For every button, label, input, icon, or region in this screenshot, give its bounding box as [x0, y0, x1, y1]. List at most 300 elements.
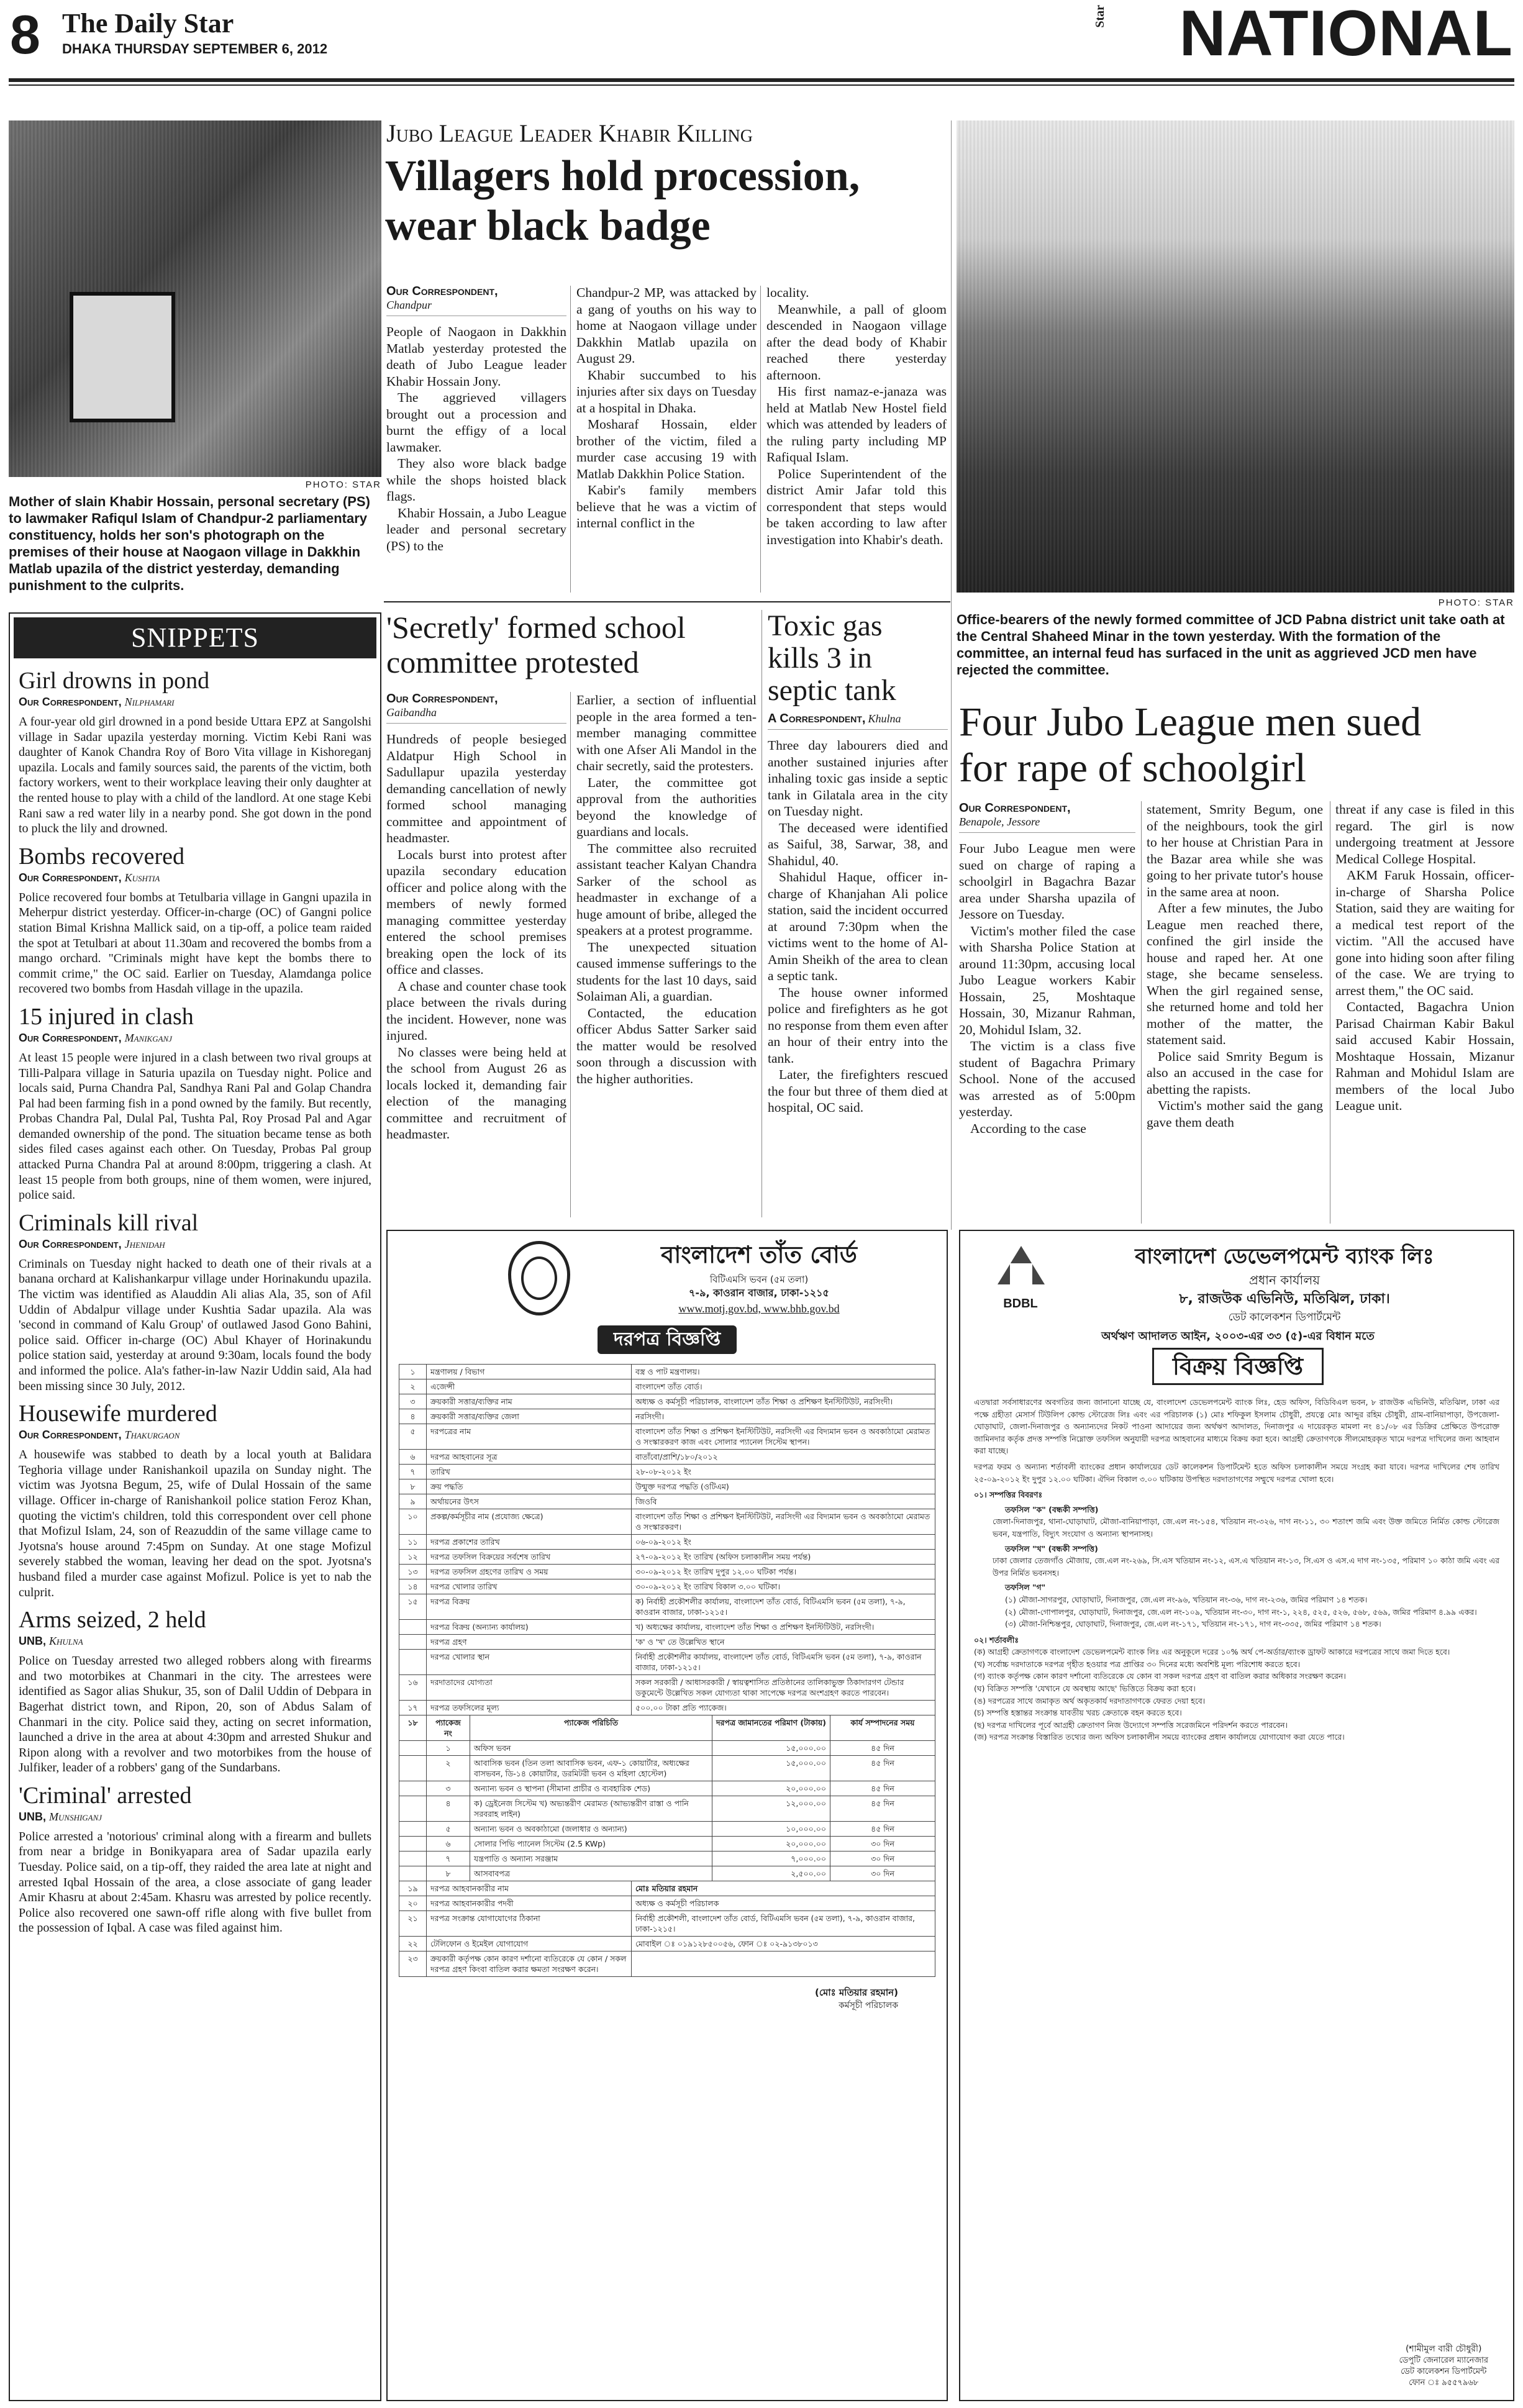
- tender-row-label: প্রকল্প/কর্মসূচীর নাম (প্রযোজ্য ক্ষেত্রে): [427, 1509, 632, 1535]
- snippet-headline: Arms seized, 2 held: [19, 1607, 206, 1633]
- package-number: ২: [427, 1756, 470, 1781]
- ad-bdbl-sign-name: (শামীমুল বারী চৌধুরী): [1405, 2344, 1482, 2354]
- tender-row-number: ৯: [399, 1494, 427, 1509]
- tant-board-logo-icon: [508, 1241, 570, 1315]
- jubo-headline: [959, 699, 1514, 791]
- snippet-body: Police recovered four bombs at Tetulbaria village in Gangni upazila in Meherpur district yesterday. Officer-in-charge (OC) of Gangni police station Bimal Krishna Mallick said, on a tip-off, a police team raided the spot at Tetulbari at about 11.30am and recovered the bombs from a mango orchard. "Criminals might have kept the bombs there to commit crime," the OC said. Earlier on Tuesday, Alamdanga police recovered two bombs from Hasdah village in the upazila.: [19, 890, 371, 996]
- jubo-col-3: [1335, 801, 1514, 1114]
- paragraph: The deceased were identified as Saiful, 38, Sarwar, 38, and Shahidul, 40.: [768, 820, 948, 868]
- tender-row-value: ০৬-০৯-২০১২ ইং: [632, 1535, 935, 1550]
- school-headline-line1: 'Secretly' formed school: [386, 610, 686, 645]
- package-row-spacer: [399, 1837, 427, 1851]
- tender-row: [399, 1937, 935, 1951]
- tender-row-number: ১৩: [399, 1565, 427, 1579]
- package-description: ক) ড্রেইনেজ সিস্টেম খ) অভ্যন্তরীণ মেরামত (আভ্যন্তরীণ রাস্তা ও পানি সরবরাহ লাইন): [470, 1796, 712, 1822]
- snippet-body: At least 15 people were injured in a clash between two rival groups at Tilli-Palpara village in Saturia upazila on Tuesday night. Police and locals said, Purna Chandra Pal, Sandhya Rani Pal and Golap Chandra Pal had been farming fish in a pond owned by the family. But recently, Probas Chandra Pal, Dulal Pal, Tushta Pal, Roy Prosad Pal and Agar demanded ownership of the pond. The situation became tense as both sides filed cases against each other. On Tuesday, Probas Pal group attacked Purna Chandra Pal at around 8:00pm, triggering a clash. At least 15 people from both groups, nine of them women, were injured, police said.: [19, 1050, 371, 1202]
- tender-row-value: [632, 1951, 935, 1977]
- paragraph: No classes were being held at the school from August 26 as locals locked it, demanding fair election of the managing committee and recruitment of headmaster.: [386, 1044, 566, 1142]
- paragraph: Khabir Hossain, a Jubo League leader and personal secretary (PS) to the: [386, 505, 566, 553]
- tender-row-value: ৩০-০৯-২০১২ ইং তারিখ দুপুর ১২.০০ ঘটিকা পর্যন্ত।: [632, 1565, 935, 1579]
- tender-row-number: [399, 1620, 427, 1635]
- package-row: [399, 1741, 935, 1756]
- tender-row-number: ৪: [399, 1409, 427, 1424]
- tender-row: [399, 1650, 935, 1675]
- tender-row-number: ৮: [399, 1479, 427, 1494]
- masthead-rule: [9, 78, 1514, 82]
- paragraph: They also wore black badge while the shops hoisted black flags.: [386, 456, 566, 504]
- lead-col-3: [766, 284, 947, 548]
- ad-bdbl-org: বাংলাদেশ ডেভেলপমেন্ট ব্যাংক লিঃ: [1135, 1244, 1434, 1269]
- paragraph: locality.: [766, 285, 809, 300]
- ad-bdbl-sched-kha-title: তফসিল "খ" (বন্ধকী সম্পত্তি): [1005, 1543, 1098, 1553]
- tender-row-value: জিওবি: [632, 1494, 935, 1509]
- ad-bdbl-header: [974, 1240, 1499, 1391]
- tender-row-label: দরপত্র আহবানের সূত্র: [427, 1450, 632, 1465]
- tender-row: [399, 1394, 935, 1409]
- tender-row-value: ২৮-০৮-২০১২ ইং: [632, 1465, 935, 1479]
- tender-row-number: ১০: [399, 1509, 427, 1535]
- lead-headline-line1: Villagers hold procession,: [385, 152, 860, 200]
- lead-kicker: Jubo League Leader Khabir Killing: [386, 119, 753, 147]
- snippets-title-bar: [14, 617, 376, 658]
- toxic-headline-line3: septic tank: [768, 674, 896, 707]
- schedule-item: (৩) মৌজা-নিশ্চিন্তপুর, ঘোড়াঘাট, দিনাজপুর, জে.এল নং-১৭১, খতিয়ান নং-১৭১, দাগ নং-৩৩৫, জমির পরিমাণ ১৪ শতক।: [1005, 1619, 1381, 1629]
- ad-bdbl-signature: [1399, 2343, 1488, 2389]
- ad-bdbl-section1: ০১। সম্পত্তির বিবরণঃ: [974, 1490, 1043, 1500]
- lead-col1-text: [386, 324, 566, 554]
- tender-row: [399, 1509, 935, 1535]
- tender-row-number: ৫: [399, 1424, 427, 1450]
- tender-row-number: ২: [399, 1379, 427, 1394]
- package-number: ৭: [427, 1851, 470, 1866]
- column-rule: [951, 120, 952, 1230]
- school-place: Gaibandha: [386, 706, 566, 724]
- package-description: যন্ত্রপাতি ও অন্যান্য সরঞ্জাম: [470, 1851, 712, 1866]
- tender-row: [399, 1365, 935, 1379]
- toxic-byline: A Correspondent, Khulna: [768, 712, 948, 730]
- tender-row: [399, 1450, 935, 1465]
- package-number: ৩: [427, 1781, 470, 1796]
- lead-col-2: [576, 284, 757, 532]
- tender-row-number: ১৫: [399, 1594, 427, 1620]
- package-header-cell: প্যাকেজ নং: [427, 1715, 470, 1741]
- tender-row-label: দরদাতাদের যোগ্যতা: [427, 1675, 632, 1701]
- package-row: [399, 1781, 935, 1796]
- jubo-col-2: [1147, 801, 1323, 1130]
- toxic-col: [768, 712, 948, 1116]
- tender-row-value: বাংলাদেশ তাঁত শিক্ষা ও প্রশিক্ষণ ইনস্টিটিউট, নরসিংদী এর বিদ্যমান ভবন ও অবকাঠামো মেরামত ও সংস্কারকরণ কাজ এবং সোলার প্যানেল সিস্টেম স্থাপন।: [632, 1424, 935, 1450]
- tender-row: [399, 1535, 935, 1550]
- package-number: ৬: [427, 1837, 470, 1851]
- term-item: (গ) ব্যাংক কর্তৃপক্ষ কোন কারণ দর্শানো ব্যতিরেকে যে কোন বা সকল দরপত্র গ্রহণ বা বাতিল করার অধিকার সংরক্ষণ করেন।: [974, 1671, 1346, 1681]
- package-security-amount: ১৫,০০০.০০: [712, 1756, 830, 1781]
- package-row-spacer: [399, 1781, 427, 1796]
- paragraph: Khabir succumbed to his injuries after six days on Tuesday at a hospital in Dhaka.: [576, 367, 757, 416]
- snippet-byline: Our Correspondent, Nilphamari: [19, 696, 175, 708]
- ad-tant-header: [399, 1240, 935, 1340]
- ad-bdbl-sched-ga-title: তফসিল "গ": [1005, 1583, 1046, 1592]
- term-item: (ঘ) বিক্রিত সম্পত্তি 'যেখানে যে অবস্থায় আছে' ভিত্তিতে বিক্রয় করা হবে।: [974, 1684, 1196, 1694]
- tender-row-value: সকল সরকারী / আধাসরকারী / স্বায়ত্বশাসিত প্রতিষ্ঠানের তালিকাভুক্ত ঠিকাদারগণ টেন্ডার ডকুমেন্টে উল্লেখিত সকল যোগ্যতা থাকা সাপেক্ষে দরপত্র অংশগ্রহণ করতে পারবেন।: [632, 1675, 935, 1701]
- jubo-byline: Our Correspondent,: [959, 801, 1071, 815]
- tender-row-label: দরপত্র তফসিলের মূল্য: [427, 1701, 632, 1715]
- ad-tant-bottom-table: [399, 1881, 935, 1977]
- tender-row-label: ক্রয়কারী কর্তৃপক্ষ কোন কারণ দর্শানো ব্যতিরেকে যে কোন / সকল দরপত্র গ্রহণ কিংবা বাতিল করার ক্ষমতা সংরক্ষণ করেন।: [427, 1951, 632, 1977]
- package-completion-time: ৩০ দিন: [830, 1851, 935, 1866]
- term-item: (ক) আগ্রহী ক্রেতাগণকে বাংলাদেশ ডেভেলপমেন্ট ব্যাংক লিঃ এর অনুকূলে দরের ১০% অর্থ পে-অর্ডার/ব্যাংক ড্রাফট আকারে দরপত্রের সাথে জমা দিতে হবে।: [974, 1647, 1450, 1657]
- paragraph: A chase and counter chase took place between the rivals during the incident. However, none was injured.: [386, 978, 566, 1043]
- package-row-spacer: [399, 1796, 427, 1822]
- paragraph: Meanwhile, a pall of gloom descended in Naogaon village after the dead body of Khabir reached there yesterday afternoon.: [766, 301, 947, 383]
- toxic-headline-line2: kills 3 in: [768, 642, 873, 675]
- tender-row-value: ২৭-০৯-২০১২ ইং তারিখ (অফিস চলাকালীন সময় পর্যন্ত): [632, 1550, 935, 1565]
- package-number: ৫: [427, 1822, 470, 1837]
- ad-bdbl-dept: ডেট কালেকশন ডিপার্টমেন্ট: [1228, 1311, 1341, 1324]
- package-security-amount: ১০,০০০.০০: [712, 1822, 830, 1837]
- tender-row-label: ক্রয় পদ্ধতি: [427, 1479, 632, 1494]
- tender-row-label: অর্থায়নের উৎস: [427, 1494, 632, 1509]
- toxic-headline: [768, 610, 948, 707]
- tender-row-label: মন্ত্রণালয় / বিভাগ: [427, 1365, 632, 1379]
- column-rule: [570, 692, 571, 1217]
- tender-row-number: ২১: [399, 1911, 427, 1937]
- school-headline-line2: committee protested: [386, 645, 639, 679]
- jubo-place: Benapole, Jessore: [959, 815, 1135, 833]
- snippet-headline: Housewife murdered: [19, 1401, 217, 1427]
- schedule-item: (২) মৌজা-গোপালপুর, ঘোড়াঘাট, দিনাজপুর, জে.এল নং-১০৯, খতিয়ান নং-৩০, দাগ নং-১, ২২৪, ৫২৫, ৫২৬, ৫৬৮, ৫৬৯, জমির পরিমাণ ৪.৯৯ একর।: [1005, 1607, 1477, 1617]
- tender-row-number: ১২: [399, 1550, 427, 1565]
- tender-row-number: ১১: [399, 1535, 427, 1550]
- tender-row: [399, 1409, 935, 1424]
- portrait-frame: [70, 292, 175, 422]
- ad-bdbl-terms: [974, 1646, 1499, 1743]
- jubo-col-1: [959, 801, 1135, 1137]
- tender-row-value: 'ক' ও 'খ' তে উল্লেখিত স্থানে: [632, 1635, 935, 1650]
- tender-row: [399, 1635, 935, 1650]
- paragraph: statement, Smrity Begum, one of the neighbours, took the girl to her house at Christian Para in the Bazar area while she was going to her private tutor's house in the same area at noon.: [1147, 802, 1323, 899]
- tender-row: [399, 1675, 935, 1701]
- tender-row: [399, 1951, 935, 1977]
- package-description: অফিস ভবন: [470, 1741, 712, 1756]
- school-col-1: [386, 692, 566, 1143]
- tender-row-value: অধ্যক্ষ ও কর্মসূচী পরিচালক: [632, 1896, 935, 1911]
- package-row: [399, 1866, 935, 1881]
- snippet-item: [19, 1782, 371, 1936]
- package-header-row: [399, 1715, 935, 1741]
- paragraph: Chandpur-2 MP, was attacked by a gang of youths on his way to home at Naogaon village under Dakkhin Matlab upazila on August 29.: [576, 285, 757, 366]
- snippet-item: [19, 1003, 371, 1203]
- tender-row-value: অধ্যক্ষ ও কর্মসূচী পরিচালক, বাংলাদেশ তাঁত শিক্ষা ও প্রশিক্ষণ ইনস্টিটিউট, নরসিংদী।: [632, 1394, 935, 1409]
- section-logo: Star: [1093, 5, 1107, 28]
- tender-row-label: ক্রয়কারী সত্তার/ব্যক্তির জেলা: [427, 1409, 632, 1424]
- tender-row-value: মোবাইল ঃ ০১৯১২৮৫০০৫৬, ফোন ঃ ০২-৯১৩৮০১৩: [632, 1937, 935, 1951]
- ad-bdbl-sign-title1: ডেপুটি জেনারেল ম্যানেজার: [1399, 2356, 1488, 2365]
- lead-headline-line2: wear black badge: [385, 202, 711, 250]
- package-row: [399, 1851, 935, 1866]
- package-row-spacer: [399, 1756, 427, 1781]
- package-description: আবাসিক ভবন (তিন তলা আবাসিক ভবন, এফ-১ কোয়ার্টার, অধ্যক্ষের বাসভবন, ডি-১৪ কোয়ার্টার, ডরমিটরী ভবন ও মহিলা হোস্টেল): [470, 1756, 712, 1781]
- tender-row-number: ৭: [399, 1465, 427, 1479]
- package-row-spacer: [399, 1822, 427, 1837]
- ad-bdbl-section2: ০২। শর্তাবলীঃ: [974, 1635, 1019, 1645]
- dateline: DHAKA THURSDAY SEPTEMBER 6, 2012: [62, 41, 328, 57]
- package-security-amount: ১২,০০০.০০: [712, 1796, 830, 1822]
- tender-row-label: দরপত্র তফসিল বিক্রয়ের সর্বশেষ তারিখ: [427, 1550, 632, 1565]
- ad-tant-board-tender: [386, 1230, 948, 2401]
- paragraph: His first namaz-e-janaza was held at Matlab New Hostel field which was attended by leaders of the ruling party including MP Rafiqual Islam.: [766, 384, 947, 465]
- paragraph: Kabir's family members believe that he was a victim of internal conflict in the: [576, 483, 757, 530]
- jubo-headline-line1: Four Jubo League men sued: [959, 699, 1422, 745]
- snippet-byline: UNB, Khulna: [19, 1635, 83, 1648]
- snippets-list: [10, 662, 380, 1936]
- tender-row-label: দরপত্র আহবানকারীর নাম: [427, 1881, 632, 1896]
- package-completion-time: ৩০ দিন: [830, 1837, 935, 1851]
- tender-row-value: বাতাঁবো/প্রাশি/১৮০/২০১২: [632, 1450, 935, 1465]
- snippet-item: [19, 1209, 371, 1394]
- paragraph: Earlier, a section of influential people in the area formed a ten-member managing committee with one Afser Ali Mandol in the chair secretly, said the protesters.: [576, 693, 757, 773]
- snippet-headline: 'Criminal' arrested: [19, 1782, 192, 1809]
- snippet-body: Criminals on Tuesday night hacked to death one of their rivals at a banana orchard at Kalishankarpur village under Horinakundu upazila. The victim was identified as Alauddin Ali alias Ala, 35, son of Afil Uddin of Abdalpur village under Kushtia Sadar upazila. Ala was 'second in command of Kalu Group' of outlawed Jasod Gono Bahini, police said. Officer in-charge (OC) Abul Khayer of Horinakundu police station said, yesterday at around 9:30am, locals found the body and informed the police. Ala's father-in-law Nazir Uddin said, Ala had been missing since 30 July, 2012.: [19, 1256, 371, 1393]
- tender-row: [399, 1881, 935, 1896]
- paragraph: The committee also recruited assistant teacher Kalyan Chandra Sarker of the school as headmaster in exchange of a huge amount of bribe, alleged the speakers at a protest programme.: [576, 840, 757, 938]
- snippet-body: A four-year old girl drowned in a pond beside Uttara EPZ at Sangolshi village in Sadar upazila yesterday morning. Victim Kebi Rani was daughter of Kanok Chandra Roy of Boro Vita village in Kishoreganj upazila. Locals and family sources said, the parents of the victim, both factory workers, went to their workplace leaving their only daughter at the rented house to play with a child of the landlord. At one stage Kebi Rani saw a red water lily in a nearby pond. She got down in the pond to pluck the lily and drowned.: [19, 715, 371, 836]
- schedule-item: (১) মৌজা-সাগরপুর, ঘোড়াঘাট, দিনাজপুর, জে.এল নং-৯৬, খতিয়ান নং-৩৬, দাগ নং-২৩৬, জমির পরিমাণ ১৪ শতক।: [1005, 1594, 1368, 1604]
- package-row: [399, 1796, 935, 1822]
- package-completion-time: ৪৫ দিন: [830, 1756, 935, 1781]
- paragraph: Three day labourers died and another sustained injuries after inhaling toxic gas inside a septic tank in Gilatala area in the city on Tuesday night.: [768, 738, 948, 819]
- package-row: [399, 1837, 935, 1851]
- photo-mother-holding-portrait: [9, 120, 381, 477]
- snippet-byline: Our Correspondent, Manikganj: [19, 1031, 172, 1044]
- jubo-col1-text: [959, 840, 1135, 1137]
- tender-row-label: এজেন্সী: [427, 1379, 632, 1394]
- tender-row-label: টেলিফোন ও ইমেইল যোগাযোগ: [427, 1937, 632, 1951]
- snippet-item: [19, 1606, 371, 1776]
- paragraph: Police Superintendent of the district Amir Jafar told this correspondent that steps would be taken according to law after investigation into Khabir's death.: [766, 466, 947, 547]
- tender-row: [399, 1620, 935, 1635]
- paragraph: Four Jubo League men were sued on charge of raping a schoolgirl in Bagachra Bazar area under Sharsha upazila of Jessore on Tuesday.: [959, 841, 1135, 922]
- package-completion-time: ৩০ দিন: [830, 1866, 935, 1881]
- snippet-byline: Our Correspondent, Thakurgaon: [19, 1429, 180, 1442]
- masthead: [0, 0, 1523, 112]
- tender-row-value: নির্বাহী প্রকৌশলী, বাংলাদেশ তাঁত বোর্ড, বিটিএমসি ভবন (৫ম তলা), ৭-৯, কাওরান বাজার, ঢাকা-১২১৫।: [632, 1911, 935, 1937]
- tender-row-value: ৫০০.০০ টাকা প্রতি প্যাকেজ।: [632, 1701, 935, 1715]
- paragraph: Locals burst into protest after upazila secondary education officer and police along with the members of newly formed managing committee yesterday entered the school premises breaking open the lock of its office and classes.: [386, 847, 566, 977]
- tender-row-value: উন্মুক্ত দরপত্র পদ্ধতি (ওটিএম): [632, 1479, 935, 1494]
- ad-bdbl-sched-ka-title: তফসিল "ক" (বন্ধকী সম্পত্তি): [1005, 1504, 1099, 1514]
- tender-row: [399, 1550, 935, 1565]
- ad-tant-sign-title: কর্মসূচী পরিচালক: [839, 2001, 898, 2010]
- term-item: (চ) সম্পত্তি হস্তান্তর সংক্রান্ত যাবতীয় খরচ ক্রেতাকে বহন করতে হবে।: [974, 1708, 1182, 1718]
- ad-bdbl-sign-title2: ডেট কালেকশন ডিপার্টমেন্ট: [1401, 2367, 1487, 2376]
- tender-row-number: [399, 1650, 427, 1675]
- section-rule: [384, 601, 950, 602]
- school-headline: [386, 610, 763, 679]
- jubo-headline-line2: for rape of schoolgirl: [959, 745, 1306, 791]
- ad-bdbl-sched-kha: ঢাকা জেলার তেজগাঁও মৌজায়, জে.এল নং-২৬৯, সি.এস খতিয়ান নং-১২, এস.এ খতিয়ান নং-১৩, সি.এস ও এস.এ দাগ নং-১৩৫, পরিমাণ ১০ কাঠা জমি এবং এর উপর নির্মিত ভবনসহ।: [993, 1556, 1499, 1578]
- paragraph: Later, the firefighters rescued the four but three of them died at hospital, OC said.: [768, 1067, 948, 1115]
- photo-caption: Office-bearers of the newly formed committee of JCD Pabna district unit take oath at the Central Shaheed Minar in the town yesterday. With the formation of the committee, an internal feud has surfaced in the unit as aggrieved JCD men have rejected the committee.: [957, 612, 1505, 678]
- photo-credit: PHOTO: STAR: [305, 479, 381, 490]
- ad-tant-address2: ৭-৯, কাওরান বাজার, ঢাকা-১২১৫: [689, 1287, 829, 1299]
- package-header-cell: প্যাকেজ পরিচিতি: [470, 1715, 712, 1741]
- ad-bdbl-sale-notice: [959, 1230, 1514, 2401]
- package-completion-time: ৪৫ দিন: [830, 1741, 935, 1756]
- package-number: ১: [427, 1741, 470, 1756]
- school-byline: Our Correspondent,: [386, 692, 498, 706]
- term-item: (খ) সর্বোচ্চ দরদাতাকে দরপত্র গৃহীত হওয়ার পত্র প্রাপ্তির ৩০ দিনের মধ্যে অবশিষ্ট মূল্য পরিশোধ করতে হবে।: [974, 1659, 1301, 1669]
- tender-row: [399, 1424, 935, 1450]
- tender-row-label: দরপত্র তফসিল গ্রহণের তারিখ ও সময়: [427, 1565, 632, 1579]
- paragraph: According to the case: [970, 1120, 1086, 1136]
- package-completion-time: ৪৫ দিন: [830, 1822, 935, 1837]
- snippets-panel: [9, 612, 381, 2401]
- lead-headline: [385, 152, 957, 251]
- tender-row-value: ৩০-০৯-২০১২ ইং তারিখ বিকাল ৩.০০ ঘটিকা।: [632, 1579, 935, 1594]
- ad-tant-table: [399, 1364, 935, 1715]
- snippet-headline: Bombs recovered: [19, 843, 184, 870]
- snippet-byline: Our Correspondent, Jhenidah: [19, 1237, 165, 1250]
- ad-bdbl-office: প্রধান কার্যালয়: [1248, 1273, 1321, 1288]
- package-row-spacer: [399, 1866, 427, 1881]
- ad-bdbl-address: ৮, রাজউক এভিনিউ, মতিঝিল, ঢাকা।: [1179, 1291, 1390, 1307]
- package-number: ৪: [427, 1796, 470, 1822]
- package-description: আসবাবপত্র: [470, 1866, 712, 1881]
- snippet-headline: Girl drowns in pond: [19, 668, 210, 694]
- package-header-cell: কার্য সম্পাদনের সময়: [830, 1715, 935, 1741]
- paragraph: Shahidul Haque, officer in-charge of Khanjahan Ali police station, said the incident occurred at around 7:30pm when the victims went to the home of Al-Amin Sheikh of the area to clean a septic tank.: [768, 870, 948, 983]
- column-rule: [760, 286, 761, 593]
- photo-jcd-oath-crowd: [957, 120, 1514, 593]
- ad-bdbl-law-line: অর্থঋণ আদালত আইন, ২০০৩-এর ৩৩ (৫)-এর বিধান মতে: [1101, 1330, 1375, 1343]
- column-rule: [1141, 801, 1142, 1224]
- photo-credit: PHOTO: STAR: [1438, 597, 1514, 608]
- tender-row: [399, 1479, 935, 1494]
- tender-row: [399, 1379, 935, 1394]
- paragraph: The aggrieved villagers brought out a procession and burnt the effigy of a local lawmaker.: [386, 390, 566, 455]
- ad-tant-signature: [399, 1986, 935, 2012]
- tender-row-value: খ) অধ্যক্ষের কার্যালয়, বাংলাদেশ তাঁত শিক্ষা ও প্রশিক্ষণ ইনস্টিটিউট, নরসিংদী।: [632, 1620, 935, 1635]
- tender-row-number: ২০: [399, 1896, 427, 1911]
- tender-row-label: দরপত্র সংক্রান্ত যোগাযোগের ঠিকানা: [427, 1911, 632, 1937]
- ad-bdbl-sched-ga-list: [974, 1594, 1499, 1630]
- term-item: (ছ) দরপত্র দাখিলের পূর্বে আগ্রহী ক্রেতাগণ নিজ উদ্যোগে সম্পত্তি সরেজমিনে পরিদর্শন করতে পারবেন।: [974, 1720, 1288, 1730]
- paragraph: Contacted, the education officer Abdus Satter Sarker said the matter would be resolved soon through a discussion with the higher authorities.: [576, 1005, 757, 1086]
- snippet-body: A housewife was stabbed to death by a local youth at Balidara Teghoria village under Ranishankoil upazila on Sunday night. The victim was Jyotsna Begum, 25, wife of Dulal Hossain of the same village. Officer in-charge of Ranishankoil police station Feroz Khan, quoting the victim's children, told this correspondent over cell phone that Mofizul Islam, 24, son of Reazuddin of the same village came to Jyotsna's house around 7:45pm on Sunday. At one stage Mofizul severely stabbed the woman, leaving her dead on the spot. Jyotsna's husband filed a murder case against Mofizul. Police is yet to nab the culprit.: [19, 1448, 371, 1599]
- snippets-title: SNIPPETS: [130, 622, 260, 653]
- paragraph: Police said Smrity Begum is also an accused in the case for abetting the rapists.: [1147, 1048, 1323, 1097]
- tender-row-number: ৬: [399, 1450, 427, 1465]
- paragraph: Mosharaf Hossain, elder brother of the victim, filed a murder case accusing 19 with Matlab Dakkhin Police Station.: [576, 417, 757, 481]
- tender-row-number: ২২: [399, 1937, 427, 1951]
- paragraph: threat if any case is filed in this regard. The girl is now undergoing treatment at Jessore Medical College Hospital.: [1335, 802, 1514, 866]
- column-rule: [570, 286, 571, 593]
- paragraph: The house owner informed police and firefighters as he got no response from them even after an hour of their entry into the tank.: [768, 984, 948, 1066]
- tender-row: [399, 1896, 935, 1911]
- package-security-amount: ২০,০০০.০০: [712, 1781, 830, 1796]
- tender-row-label: তারিখ: [427, 1465, 632, 1479]
- tender-row-value: মোঃ মতিয়ার রহমান: [632, 1881, 935, 1896]
- tender-row-number: ২৩: [399, 1951, 427, 1977]
- paragraph: The unexpected situation caused immense sufferings to the students for the last 10 days, said Solaiman Ali, a guardian.: [576, 939, 757, 1004]
- package-description: অন্যান্য ভবন ও অবকাঠামো (জলাধার ও অন্যান্য): [470, 1822, 712, 1837]
- term-item: (ঙ) দরপত্রের সাথে জমাকৃত অর্থ অকৃতকার্য দরদাতাগণকে ফেরত দেয়া হবে।: [974, 1696, 1206, 1706]
- tender-row-label: দরপত্র প্রকাশের তারিখ: [427, 1535, 632, 1550]
- tender-row-value: বাংলাদেশ তাঁত শিক্ষা ও প্রশিক্ষণ ইনস্টিটিউট, নরসিংদী এর বিদ্যমান ভবন ও অবকাঠামো মেরামত ও সংস্কারকরণ।: [632, 1509, 935, 1535]
- snippet-item: [19, 667, 371, 837]
- tender-row: [399, 1565, 935, 1579]
- term-item: (জ) দরপত্র সংক্রান্ত বিস্তারিত তথ্যের জন্য অফিস চলাকালীন সময়ে ব্যাংকের প্রধান কার্যালয়ে যোগাযোগ করা যেতে পারে।: [974, 1732, 1345, 1742]
- paper-name: The Daily Star: [62, 8, 234, 39]
- lead-place: Chandpur: [386, 298, 566, 316]
- package-security-amount: ৭,০০০.০০: [712, 1851, 830, 1866]
- paragraph: The victim is a class five student of Bagachra Primary School. None of the accused was arrested as of 5:00pm yesterday.: [959, 1038, 1135, 1119]
- snippet-byline: UNB, Munshiganj: [19, 1810, 102, 1823]
- tender-row-label: দরপত্র বিক্রয় (অন্যান্য কার্যালয়): [427, 1620, 632, 1635]
- tender-row-label: দরপত্র খোলার তারিখ: [427, 1579, 632, 1594]
- package-completion-time: ৪৫ দিন: [830, 1796, 935, 1822]
- ad-bdbl-notice-title: বিক্রয় বিজ্ঞপ্তি: [1152, 1348, 1324, 1385]
- page-number: 8: [10, 4, 40, 65]
- package-row-spacer: [399, 1741, 427, 1756]
- snippet-byline: Our Correspondent, Kushtia: [19, 871, 160, 884]
- package-security-amount: ১৫,০০০.০০: [712, 1741, 830, 1756]
- lead-byline: Our Correspondent,: [386, 284, 498, 298]
- tender-row: [399, 1465, 935, 1479]
- photo-caption: Mother of slain Khabir Hossain, personal secretary (PS) to lawmaker Rafiqul Islam of Chandpur-2 parliamentary constituency, holds her son's photograph on the premises of their house at Naogaon village in Dakkhin Matlab upazila of the district yesterday, demanding punishment to the culprits.: [9, 494, 370, 593]
- school-col1-text: [386, 731, 566, 1143]
- package-header-serial: ১৮: [399, 1715, 427, 1741]
- tender-row-number: ১৯: [399, 1881, 427, 1896]
- lead-col-1: [386, 284, 566, 554]
- tender-row: [399, 1579, 935, 1594]
- ad-bdbl-sign-phone: ফোন ঃ ৯৫৫৭৯৬৮: [1409, 2378, 1479, 2388]
- package-description: অন্যান্য ভবন ও স্থাপনা (সীমানা প্রাচীর ও ব্যবহারিক শেড): [470, 1781, 712, 1796]
- tender-row-value: নির্বাহী প্রকৌশলীর কার্যালয়, বাংলাদেশ তাঁত বোর্ড, বিটিএমসি ভবন (৫ম তলা), ৭-৯, কাওরান বাজার, ঢাকা-১২১৫।: [632, 1650, 935, 1675]
- tender-row-number: ১: [399, 1365, 427, 1379]
- snippet-headline: Criminals kill rival: [19, 1209, 199, 1236]
- package-row: [399, 1756, 935, 1781]
- paragraph: AKM Faruk Hossain, officer-in-charge of Sharsha Police Station, said they are waiting for a medical test report of the victim. "All the accused have gone into hiding soon after filing of the case. We are trying to arrest them," the OC said.: [1335, 868, 1514, 998]
- tender-row-value: ক) নির্বাহী প্রকৌশলীর কার্যালয়, বাংলাদেশ তাঁত বোর্ড, বিটিএমসি ভবন (৫ম তলা), ৭-৯, কাওরান বাজার, ঢাকা-১২১৫।: [632, 1594, 935, 1620]
- tender-row-value: বস্ত্র ও পাট মন্ত্রণালয়।: [632, 1365, 935, 1379]
- tender-row: [399, 1701, 935, 1715]
- tender-row: [399, 1494, 935, 1509]
- tender-row-value: বাংলাদেশ তাঁত বোর্ড।: [632, 1379, 935, 1394]
- tender-row-label: দরপত্র আহবানকারীর পদবী: [427, 1896, 632, 1911]
- package-number: ৮: [427, 1866, 470, 1881]
- tender-row-label: দরপত্রের নাম: [427, 1424, 632, 1450]
- tender-row-label: দরপত্র বিক্রয়: [427, 1594, 632, 1620]
- tender-row-number: ১৭: [399, 1701, 427, 1715]
- paragraph: Victim's mother filed the case with Sharsha Police Station at around 11:30pm, accusing local Jubo League workers Kabir Hossain, 25, Moshtaque Hossain, 30, Mizanur Rahman, 20, Mohidul Islam, 32.: [959, 923, 1135, 1037]
- tender-row-number: ১৪: [399, 1579, 427, 1594]
- ad-tant-package-table: [399, 1715, 935, 1881]
- ad-tant-address1: বিটিএমসি ভবন (৫ম তলা): [709, 1274, 809, 1285]
- school-col-2: [576, 692, 757, 1087]
- tender-row-number: ১৬: [399, 1675, 427, 1701]
- ad-bdbl-para2: দরপত্র ফরম ও অন্যান্য শর্তাবলী ব্যাংকের প্রধান কার্যালয়ের ডেট কালেকশন ডিপার্টমেন্ট হতে অফিস চলাকালীন সময়ে সংগ্রহ করা যাবে। দরপত্র দাখিলের শেষ তারিখ ২৫-০৯-২০১২ ইং দুপুর ১২.০০ ঘটিকা। ঐদিন বিকাল ৩.০০ ঘটিকায় উপস্থিত দরদাতাগণের সম্মুখে দরপত্র খোলা হবে।: [974, 1461, 1499, 1484]
- paragraph: People of Naogaon in Dakkhin Matlab yesterday protested the death of Jubo League leader Khabir Hossain Jony.: [386, 324, 566, 389]
- masthead-rule-thin: [9, 84, 1514, 86]
- tender-row-label: দরপত্র গ্রহণ: [427, 1635, 632, 1650]
- tender-row-value: নরসিংদী।: [632, 1409, 935, 1424]
- paragraph: After a few minutes, the Jubo League men reached there, confined the girl inside the house and raped her. At one stage, she became senseless. When the girl regained sense, she returned home and told her mother of the matter, the statement said.: [1147, 901, 1323, 1047]
- snippet-body: Police on Tuesday arrested two alleged robbers along with firearms and two motorbikes at Chanmari in the city. The arrestees were identified as Sagor alias Shukur, 35, son of Dalil Uddin of Debpara in Bagerhat district town, and Ripon, 20, son of Abdus Salam of Chanmari in the city. Police said they, acting on secret information, launched a drive in the area at about 4:30pm and arrested Shukur and Ripon along with a revolver and two motorbikes from the house of Julfiker, leader of a robbers' gang of the Sundarbans.: [19, 1654, 371, 1775]
- package-row-spacer: [399, 1851, 427, 1866]
- package-completion-time: ৪৫ দিন: [830, 1781, 935, 1796]
- paragraph: Hundreds of people besieged Aldatpur High School in Sadullapur upazila yesterday demanding cancellation of newly formed school managing committee and appointment of headmaster.: [386, 732, 566, 845]
